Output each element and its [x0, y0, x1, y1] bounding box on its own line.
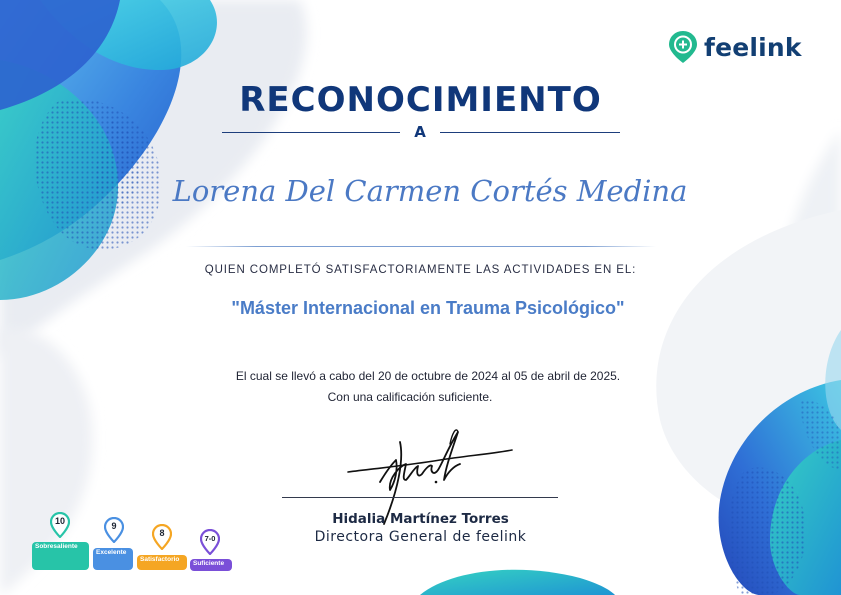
- legend-label: Satisfactorio: [137, 555, 187, 570]
- leaf-pin-icon: [668, 30, 698, 64]
- legend-score: 10: [54, 516, 65, 526]
- title-divider-left: [222, 132, 400, 133]
- legend-label: Sobresaliente: [32, 542, 89, 570]
- signature-line: [282, 497, 558, 498]
- legend-score: 7-0: [204, 534, 216, 543]
- signatory-name: Hidalia Martínez Torres: [332, 511, 509, 527]
- legend-score: 8: [159, 528, 165, 538]
- legend-label: Suficiente: [190, 559, 232, 571]
- grade-statement: Con una calificación suficiente.: [327, 390, 493, 404]
- legend-label: Excelente: [93, 548, 133, 570]
- title-divider-right: [440, 132, 620, 133]
- certificate-title: RECONOCIMIENTO: [239, 80, 602, 120]
- brand-name: feelink: [704, 32, 802, 62]
- brand-logo: [668, 28, 818, 66]
- grade-legend: [32, 512, 242, 574]
- course-title: "Máster Internacional en Trauma Psicológico": [231, 298, 625, 318]
- name-divider: [186, 246, 656, 247]
- legend-score: 9: [111, 521, 117, 531]
- signatory-title: Directora General de feelink: [314, 529, 527, 545]
- recipient-name: Lorena Del Carmen Cortés Medina: [172, 174, 688, 208]
- course-dates: El cual se llevó a cabo del 20 de octubre de 2024 al 05 de abril de 2025.: [235, 369, 621, 383]
- completion-statement: QUIEN COMPLETÓ SATISFACTORIAMENTE LAS ACTIVIDADES EN EL:: [204, 264, 637, 276]
- certificate-title-sub: A: [414, 123, 426, 141]
